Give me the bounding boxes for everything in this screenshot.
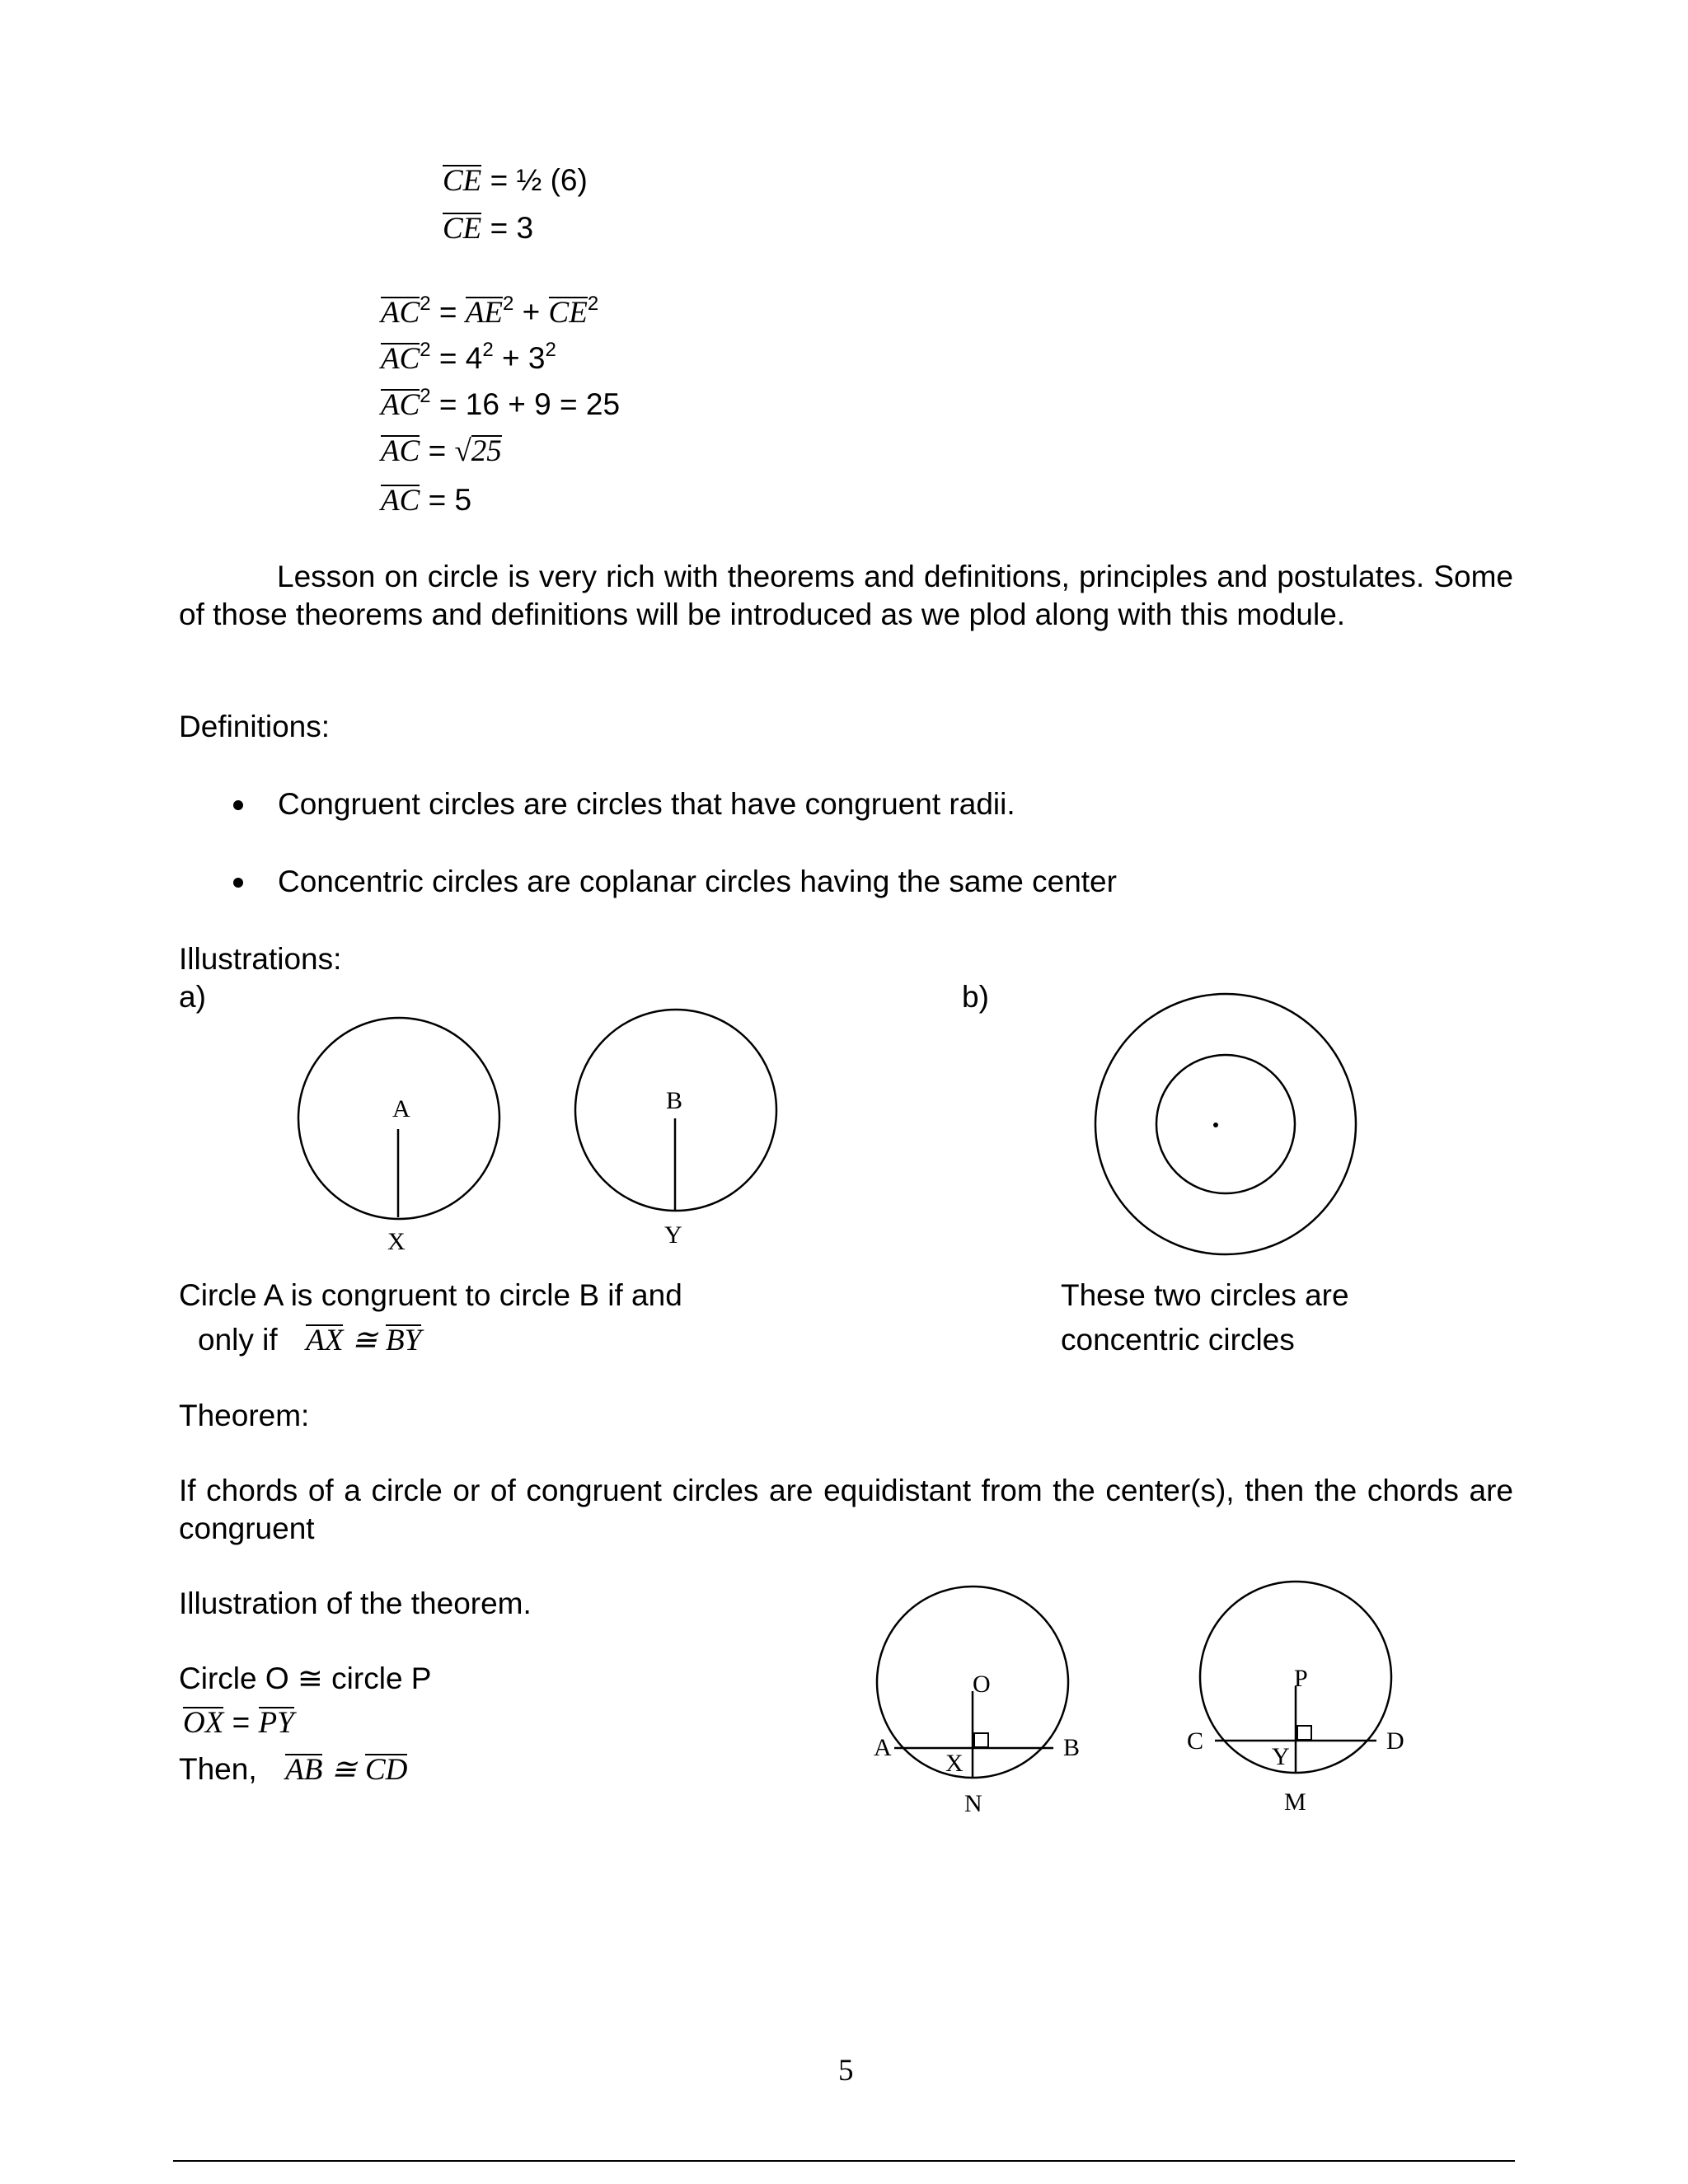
equation-sqrt: AC = √25 bbox=[381, 432, 502, 471]
segment-ox: OX bbox=[183, 1704, 223, 1742]
label-o: O bbox=[973, 1671, 991, 1698]
label-d: D bbox=[1386, 1727, 1404, 1755]
segment-ab: AB bbox=[285, 1751, 322, 1789]
illustration-label-b: b) bbox=[962, 980, 989, 1014]
segment-ac: AC bbox=[381, 294, 420, 332]
right-angle-mark bbox=[974, 1733, 988, 1747]
equation-rhs: = 3 bbox=[490, 211, 534, 245]
label-y: Y bbox=[1272, 1743, 1290, 1770]
label-c: C bbox=[1187, 1727, 1204, 1755]
segment-ax: AX bbox=[306, 1322, 343, 1360]
label-n: N bbox=[964, 1790, 982, 1817]
sqrt-sign: √ bbox=[454, 434, 471, 468]
given-equal-distances: OX = PY bbox=[183, 1704, 294, 1742]
center-dot bbox=[1213, 1122, 1218, 1127]
label-p: P bbox=[1294, 1665, 1308, 1692]
given-congruent-circles: Circle O ≅ circle P bbox=[179, 1661, 432, 1695]
intro-paragraph: Lesson on circle is very rich with theorems and definitions, principles and postulates. Some of those theorems and definitions will be introduced as we plod along with this module. bbox=[179, 560, 1513, 631]
caption-concentric-line1: These two circles are bbox=[1061, 1278, 1349, 1312]
right-angle-mark bbox=[1297, 1726, 1311, 1740]
illustration-label-a: a) bbox=[179, 980, 206, 1014]
label-m: M bbox=[1284, 1788, 1306, 1816]
segment-cd: CD bbox=[365, 1751, 407, 1789]
segment-ce: CE bbox=[549, 294, 588, 332]
definitions-heading: Definitions: bbox=[179, 710, 331, 743]
label-b: B bbox=[1063, 1734, 1081, 1761]
conclusion-congruent-chords: Then, AB ≅ CD bbox=[179, 1750, 407, 1789]
caption-congruent-condition: only if AX ≅ BY bbox=[198, 1321, 421, 1360]
congruent-symbol: ≅ bbox=[331, 1753, 357, 1787]
theorem-illustration-heading: Illustration of the theorem. bbox=[179, 1586, 532, 1620]
label-center-b: B bbox=[666, 1087, 683, 1114]
outer-concentric-circle bbox=[1095, 994, 1356, 1254]
sqrt-radicand: 25 bbox=[471, 433, 502, 471]
segment-ac: AC bbox=[381, 340, 420, 378]
footer-rule bbox=[173, 2160, 1515, 2162]
equation-substitution: $AC^2 = 4^2 + 3^2$ bbox=[381, 340, 556, 378]
equation-rhs: = ½ (6) bbox=[490, 163, 588, 197]
segment-ac: AC bbox=[381, 433, 420, 471]
label-center-a: A bbox=[392, 1095, 410, 1122]
label-point-x: X bbox=[387, 1228, 406, 1255]
theorem-statement: If chords of a circle or of congruent circles are equidistant from the center(s), then the chords are congruent bbox=[179, 1474, 1513, 1545]
segment-ce: CE bbox=[443, 210, 481, 248]
illustrations-heading: Illustrations: bbox=[179, 942, 342, 976]
caption-concentric-line2: concentric circles bbox=[1061, 1323, 1295, 1357]
equation-pythagoras: $AC^2 = AE^2 + CE^2$ bbox=[381, 293, 598, 332]
congruent-symbol: ≅ bbox=[351, 1324, 377, 1357]
theorem-heading: Theorem: bbox=[179, 1399, 310, 1432]
segment-ac: AC bbox=[381, 387, 420, 424]
equation-result: AC = 5 bbox=[381, 481, 471, 520]
segment-ce: CE bbox=[443, 162, 481, 200]
segment-by: BY bbox=[386, 1322, 421, 1360]
segment-ae: AE bbox=[466, 294, 503, 332]
definition-item: Concentric circles are coplanar circles having the same center bbox=[278, 865, 1117, 898]
definition-item: Congruent circles are circles that have congruent radii. bbox=[278, 787, 1015, 821]
equation-sum: $AC^2 = 16 + 9 = 25$ bbox=[381, 386, 620, 424]
label-point-y: Y bbox=[664, 1221, 682, 1249]
page-number: 5 bbox=[838, 2054, 854, 2088]
segment-ac: AC bbox=[381, 482, 420, 520]
segment-py: PY bbox=[259, 1704, 294, 1742]
inner-concentric-circle bbox=[1156, 1055, 1295, 1193]
label-x: X bbox=[945, 1750, 964, 1777]
label-a: A bbox=[874, 1734, 892, 1761]
caption-congruent-circles: Circle A is congruent to circle B if and bbox=[179, 1278, 682, 1312]
